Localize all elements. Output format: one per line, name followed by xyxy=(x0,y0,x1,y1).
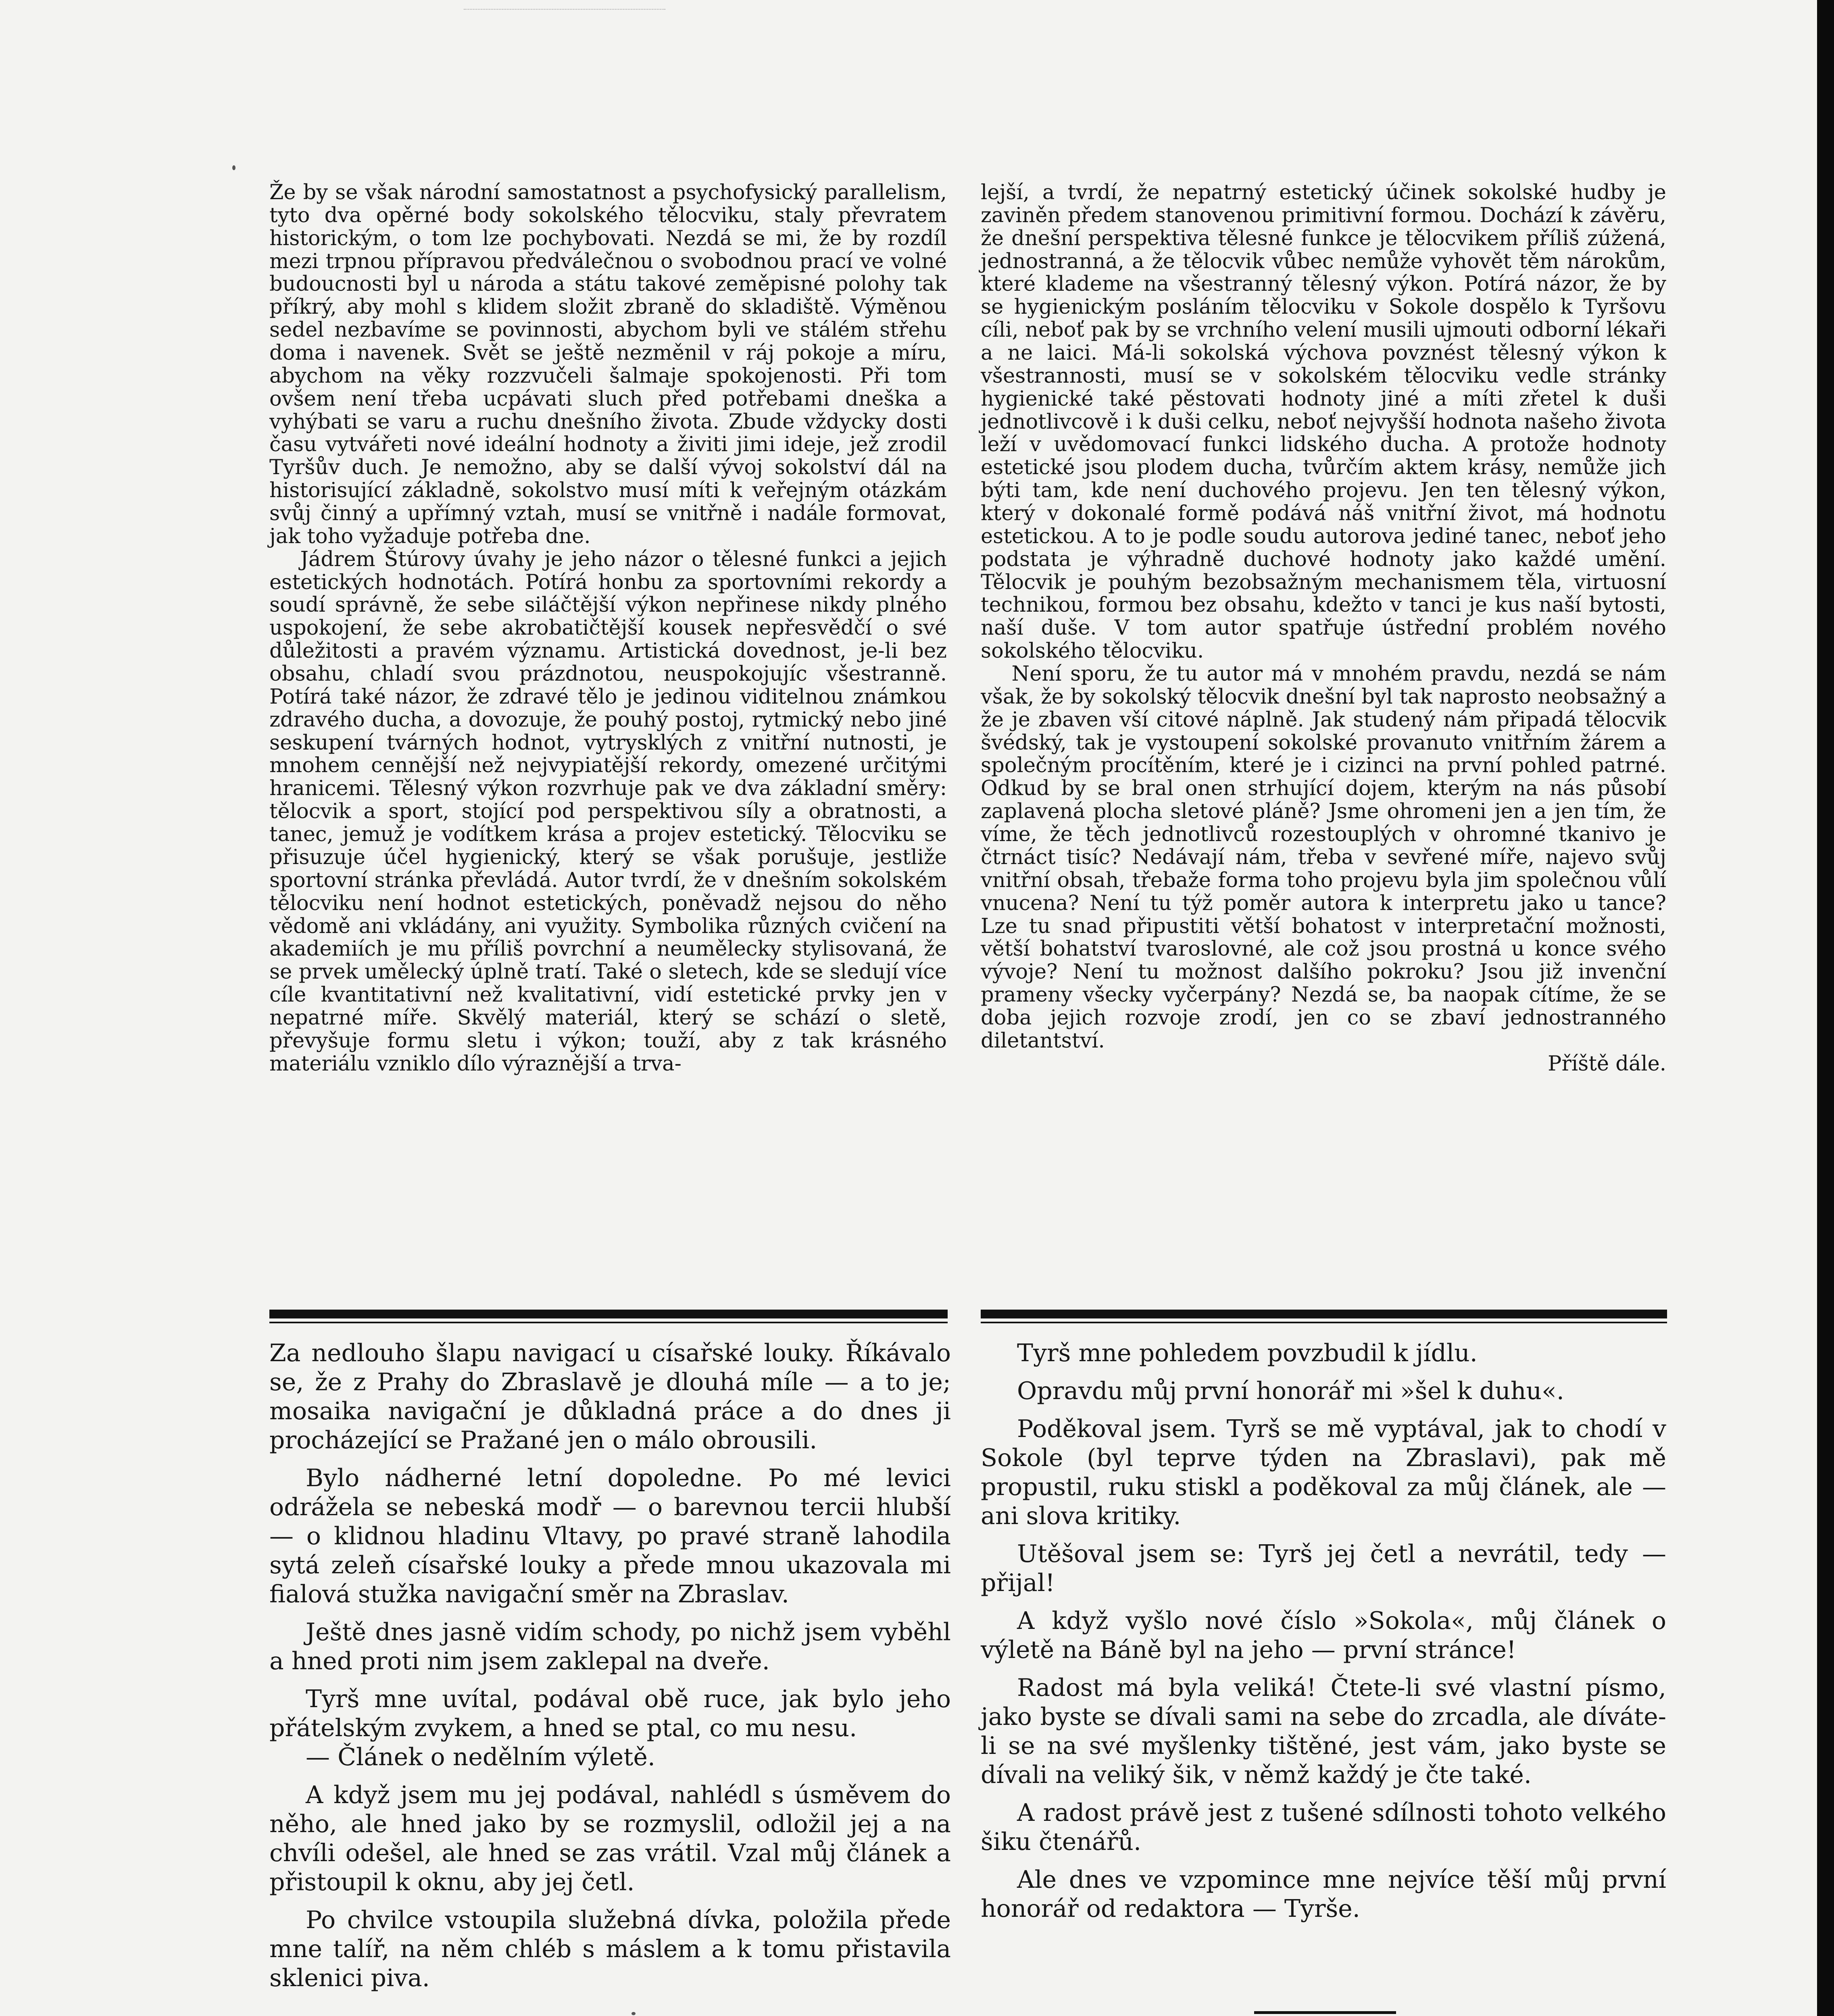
paragraph: Radost má byla veliká! Čtete-li své vlastní písmo, jako byste se dívali sami na sebe do zrcadla, ale díváte-li se na své myšlenky tištěné, jest vám, jako byste se dívali na veliký šik, v němž každý je čte také. xyxy=(981,1674,1666,1789)
paragraph: Utěšoval jsem se: Tyrš jej četl a nevrátil, tedy — přijal! xyxy=(981,1540,1666,1597)
paragraph: Za nedlouho šlapu navigací u císařské louky. Říkávalo se, že z Prahy do Zbraslavě je dlouhá míle — a to je; mosaika navigační je důkladná práce a do dnes ji procházející se Pražané jen o málo obrousili. xyxy=(269,1339,951,1454)
print-speck xyxy=(631,2012,636,2015)
paragraph: Tyrš mne pohledem povzbudil k jídlu. xyxy=(1017,1339,1478,1367)
top-edge-marks xyxy=(464,0,665,10)
paragraph: Jádrem Štúrovy úvahy je jeho názor o tělesné funkci a jejich estetických hodnotách. Potírá honbu za sportovními rekordy a soudí správně, že sebe siláčtější výkon nepřinese nikdy plného uspokojení, že sebe akrobatičtější kousek nepřesvědčí o své důležitosti a pravém významu. Artistická dovednost, je-li bez obsahu, chladí svou prázdnotou, neuspokojujíc všestranně. Potírá také názor, že zdravé tělo je jedinou viditelnou známkou zdravého ducha, a dovozuje, že pouhý postoj, rytmický nebo jiné seskupení tvárných hodnot, vytrysklých z vnitřní nutnosti, je mnohem cennější než nejvypiatější rekordy, omezené určitými hranicemi. Tělesný výkon rozvrhuje pak ve dva základní směry: tělocvik a sport, stojící pod perspektivou síly a obratnosti, a tanec, jemuž je vodítkem krása a projev estetický. Tělocviku se přisuzuje účel hygienický, který se však porušuje, jestliže sportovní stránka převládá. Autor tvrdí, že v dnešním sokolském tělocviku není hodnot estetických, poněvadž nejsou do něho vědomě ani vkládány, ani využity. Symbolika různých cvičení na akademiích je mu příliš povrchní a neumělecky stylisovaná, že se prvek umělecký úplně tratí. Také o sletech, kde se sledují více cíle kvantitativní než kvalitativní, vidí estetické prvky jen v nepatrné míře. Skvělý materiál, který se schází o sletě, převyšuje formu sletu i výkon; touží, aby z tak krásného materiálu vzniklo dílo výraznější a trva- xyxy=(269,547,947,1076)
paragraph: lejší, a tvrdí, že nepatrný estetický účinek sokolské hudby je zaviněn předem stanovenou primitivní formou. Dochází k závěru, že dnešní perspektiva tělesné funkce je tělocvikem příliš zúžená, jednostranná, a že tělocvik vůbec nemůže vyhovět těm nárokům, které klademe na všestranný tělesný výkon. Potírá názor, že by se hygienickým posláním tělocviku v Sokole dospělo k Tyršovu cíli, neboť pak by se vrchního velení musili ujmouti odborní lékaři a ne laici. Má-li sokolská výchova povznést tělesný výkon k všestrannosti, musí se v sokolském tělocviku vedle stránky hygienické také pěstovati hodnoty jiné a míti zřetel k duši jednotlivcově i k duši celku, neboť nejvyšší hodnota našeho života leží v uvědomovací funkci lidského ducha. A protože hodnoty estetické jsou plodem ducha, tvůrčím aktem krásy, nemůže jich býti tam, kde není duchového projevu. Jen ten tělesný výkon, který v dokonalé formě podává náš vnitřní život, má hodnotu estetickou. A to je podle soudu autorova jediné tanec, neboť jeho podstata je výhradně duchové hodnoty jako každé umění. Tělocvik je pouhým bezobsažným mechanismem těla, virtuosní technikou, formou bez obsahu, kdežto v tanci je kus naší bytosti, naší duše. V tom autor spatřuje ústřední problém nového sokolského tělocviku. xyxy=(981,181,1666,663)
paragraph xyxy=(981,663,1666,1075)
paragraph: — Článek o nedělním výletě. xyxy=(306,1743,655,1771)
paragraph: Ale dnes ve vzpomince mne nejvíce těší můj první honorář od redaktora — Tyrše. xyxy=(981,1866,1666,1923)
article-top-right-column xyxy=(981,181,1666,1076)
paragraph: A když jsem mu jej podával, nahlédl s úsměvem do něho, ale hned jako by se rozmyslil, odložil jej a na chvíli odešel, ale hned se zas vrátil. Vzal můj článek a přistoupil k oknu, aby jej četl. xyxy=(269,1781,951,1896)
article-top-left-column xyxy=(269,181,947,1076)
paragraph-text: Není sporu, že tu autor má v mnohém pravdu, nezdá se nám však, že by sokolský tělocvik dnešní byl tak naprosto neobsažný a že je zbaven vší citové náplně. Jak studený nám připadá tělocvik švédský, tak je vystoupení sokolské provanuto vnitřním žárem a společným procítěním, které je i cizinci na první pohled patrné. Odkud by se bral onen strhující dojem, kterým na nás působí zaplavená plocha sletové pláně? Jsme ohromeni jen a jen tím, že víme, že těch jednotlivců rozestouplých v ohromné tkanivo je čtrnáct tisíc? Nedávají nám, třeba v sevřené míře, najevo svůj vnitřní obsah, třebaže forma toho projevu byla jim společnou vůlí vnucena? Není tu týž poměr autora k interpretu jako u tance? Lze tu snad připustiti větší bohatost v interpretační možnosti, větší bohatství tvaroslovné, ale což jsou prostná u konce svého vývoje? Není tu možnost dalšího pokroku? Jsou již invenční prameny všecky vyčerpány? Nezdá se, ba naopak cítíme, že se doba jejich rozvoje zrodí, jen co se zbaví jednostranného diletantství. xyxy=(981,662,1666,1053)
paragraph: A když vyšlo nové číslo »Sokola«, můj článek o výletě na Báně byl na jeho — první stránce! xyxy=(981,1607,1666,1664)
paragraph: Bylo nádherné letní dopoledne. Po mé levici odrážela se nebeská modř — o barevnou tercii hlubší — o klidnou hladinu Vltavy, po pravé straně lahodila sytá zeleň císařské louky a přede mnou ukazovala mi fialová stužka navigační směr na Zbraslav. xyxy=(269,1464,951,1608)
paragraph: Že by se však národní samostatnost a psychofysický parallelism, tyto dva opěrné body sokolského tělocviku, staly převratem historickým, o tom lze pochybovati. Nezdá se mi, že by rozdíl mezi trpnou přípravou předválečnou o svobodnou prací ve volné budoucnosti byl u národa a státu takové zeměpisné polohy tak příkrý, aby mohl s klidem složit zbraně do skladiště. Výměnou sedel nezbavíme se povinnosti, abychom byli ve stálém střehu doma i navenek. Svět se ještě nezměnil v ráj pokoje a míru, abychom na věky rozzvučeli šalmaje spokojenosti. Při tom ovšem není třeba ucpávati sluch před potřebami dneška a vyhýbati se varu a ruchu dnešního života. Zbude vždycky dosti času vytvářeti nové ideální hodnoty a živiti jimi ideje, jež zrodil Tyršův duch. Je nemožno, aby se další vývoj sokolství dál na historisující základně, sokolstvo musí míti k veřejným otázkám svůj činný a upřímný vztah, musí se vnitřně i nadále formovat, jak toho vyžaduje potřeba dne. xyxy=(269,181,947,548)
paragraph: Ještě dnes jasně vidím schody, po nichž jsem vyběhl a hned proti nim jsem zaklepal na dveře. xyxy=(269,1618,951,1675)
paragraph: Po chvilce vstoupila služebná dívka, položila přede mne talíř, na něm chléb s máslem a k tomu přistavila sklenici piva. xyxy=(269,1906,951,1992)
paragraph: A radost právě jest z tušené sdílnosti tohoto velkého šiku čtenářů. xyxy=(981,1799,1666,1856)
print-speck xyxy=(232,165,236,170)
section-divider-left xyxy=(269,1310,948,1318)
section-divider-right xyxy=(981,1310,1667,1318)
scan-border-right xyxy=(1817,0,1834,2016)
paragraph: Poděkoval jsem. Tyrš se mě vyptával, jak to chodí v Sokole (byl teprve týden na Zbraslavi), pak mě propustil, ruku stiskl a poděkoval za můj článek, ale — ani slova kritiky. xyxy=(981,1415,1666,1530)
paragraph: Opravdu můj první honorář mi »šel k duhu«. xyxy=(1017,1377,1564,1405)
article-bottom-right-column xyxy=(981,1339,1666,1932)
paragraph: Tyrš mne uvítal, podával obě ruce, jak bylo jeho přátelským zvykem, a hned se ptal, co mu nesu. xyxy=(269,1685,951,1742)
article-bottom-left-column xyxy=(269,1339,951,2001)
continued-note: Příště dále. xyxy=(1548,1052,1666,1076)
article-end-rule xyxy=(1254,2011,1396,2014)
